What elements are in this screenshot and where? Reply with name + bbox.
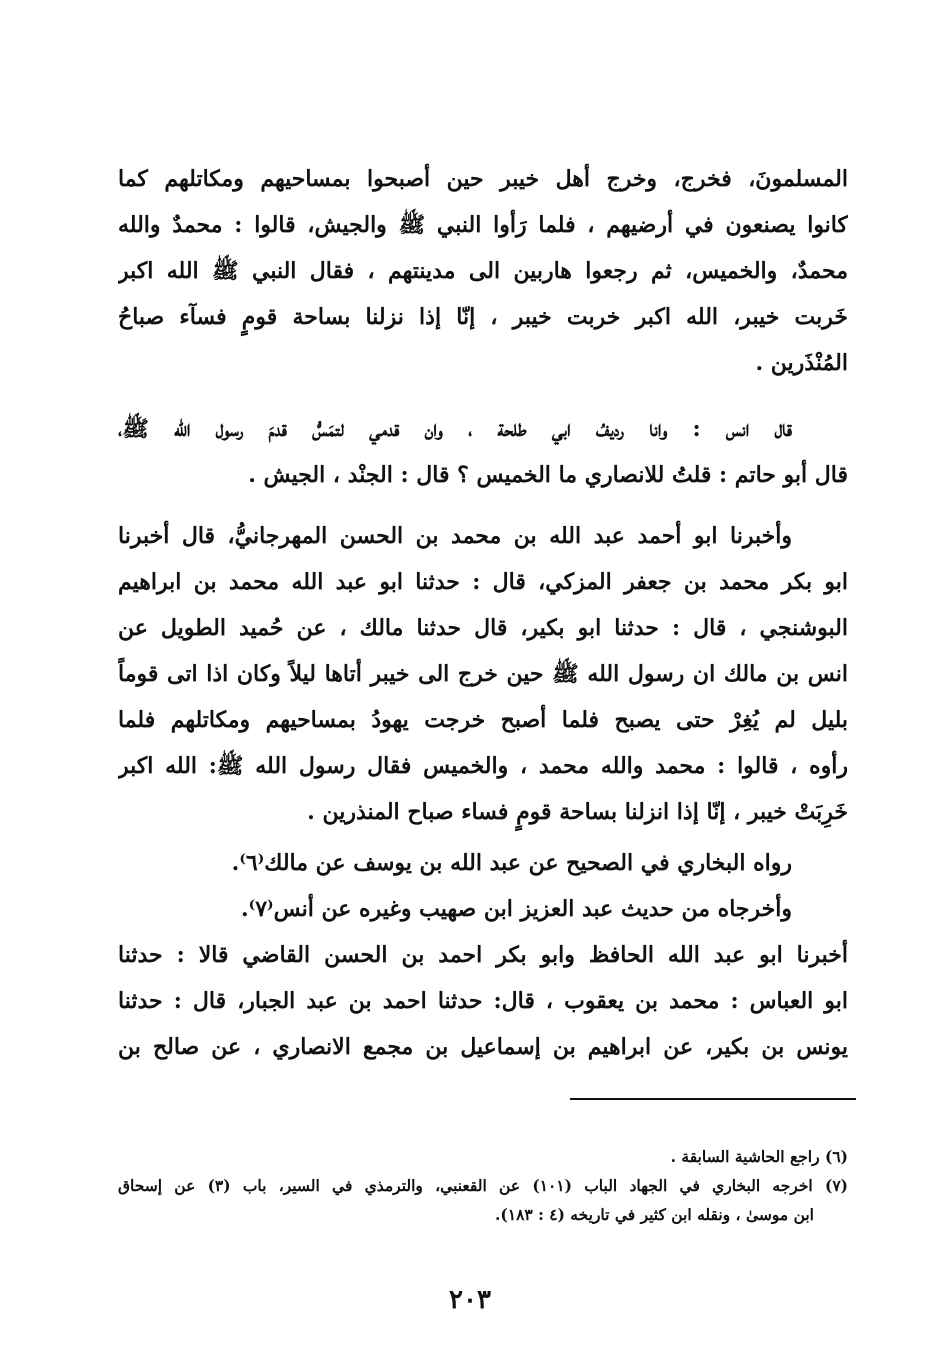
text-line: انس بن مالك ان رسول الله ﷺ حين خرج الى خيبر أتاها ليلاً وكان اذا اتى قوماً: [118, 661, 848, 687]
footnote-7-continuation: ابن موسىٰ ، ونقله ابن كثير في تاريخه (٤ : ١٨٣).: [495, 1205, 814, 1224]
text-line: المُنْذَرين .: [755, 350, 848, 376]
footnote-7: (٧) اخرجه البخاري في الجهاد الباب (١٠١) عن القعنبي، والترمذي في السير، باب (٣) عن إسحاق: [118, 1176, 848, 1195]
footnote-6: (٦) راجع الحاشية السابقة .: [670, 1147, 848, 1166]
paragraph-2: [118, 406, 848, 498]
text-line: المسلمونَ، فخرج، وخرج أهل خيبر حين أصبحوا بمساحيهم ومكاتلهم كما: [118, 166, 848, 192]
text-line: خَرِبَتْ خيبر ، إنّا إذا انزلنا بساحة قومٍ فساء صباح المنذرين .: [307, 799, 848, 825]
footnote-separator: [570, 1098, 856, 1100]
paragraph-5: [118, 932, 848, 1070]
text-line: البوشنجي ، قال : حدثنا ابو بكير، قال حدثنا مالك ، عن حُميد الطويل عن: [118, 615, 848, 641]
text-line: كانوا يصنعون في أرضيهم ، فلما رَأوا النبي ﷺ والجيش، قالوا : محمدٌ والله: [118, 212, 848, 238]
text-line: ابو بكر محمد بن جعفر المزكي، قال : حدثنا ابو عبد الله محمد بن ابراهيم: [118, 569, 848, 595]
text-line: بليل لم يُغِرْ حتى يصبح فلما أصبح خرجت يهودُ بمساحيهم ومكاتلهم فلما: [118, 707, 848, 733]
text-line: رأوه ، قالوا : محمد والله محمد ، والخميس فقال رسول الله ﷺ: الله اكبر: [118, 753, 848, 779]
page-number: ٢٠٣: [449, 1285, 491, 1315]
footnotes: [118, 1142, 848, 1229]
paragraph-4: [118, 840, 848, 932]
text-line: أخبرنا ابو عبد الله الحافظ وابو بكر احمد بن الحسن القاضي قالا : حدثنا: [118, 942, 848, 968]
text-line: ابو العباس : محمد بن يعقوب ، قال: حدثنا احمد بن عبد الجبار، قال : حدثنا: [118, 988, 848, 1014]
text-line: قال انس : وانا رديفُ ابي طلحة ، وان قدمي لتمَسُّ قدمَ رسول الله ﷺ،: [118, 416, 792, 442]
text-line: خَربت خيبر، الله اكبر خربت خيبر ، إنّا إذا نزلنا بساحة قومٍ فسآء صباحُ: [118, 304, 848, 330]
text-line: وأخرجاه من حديث عبد العزيز ابن صهيب وغيره عن أنس⁽٧⁾.: [240, 896, 792, 922]
paragraph-1: [118, 156, 848, 386]
text-line: يونس بن بكير، عن ابراهيم بن إسماعيل بن مجمع الانصاري ، عن صالح بن: [118, 1034, 848, 1060]
text-line: وأخبرنا ابو أحمد عبد الله بن محمد بن الحسن المهرجانيُّ، قال أخبرنا: [118, 523, 792, 549]
paragraph-3: [118, 513, 848, 835]
text-line: محمدٌ، والخميس، ثم رجعوا هاربين الى مدينتهم ، فقال النبي ﷺ الله اكبر: [118, 258, 848, 284]
text-line: رواه البخاري في الصحيح عن عبد الله بن يوسف عن مالك⁽٦⁾.: [231, 850, 792, 876]
text-line: قال أبو حاتم : قلتُ للانصاري ما الخميس ؟ قال : الجنْد ، الجيش .: [248, 462, 848, 488]
